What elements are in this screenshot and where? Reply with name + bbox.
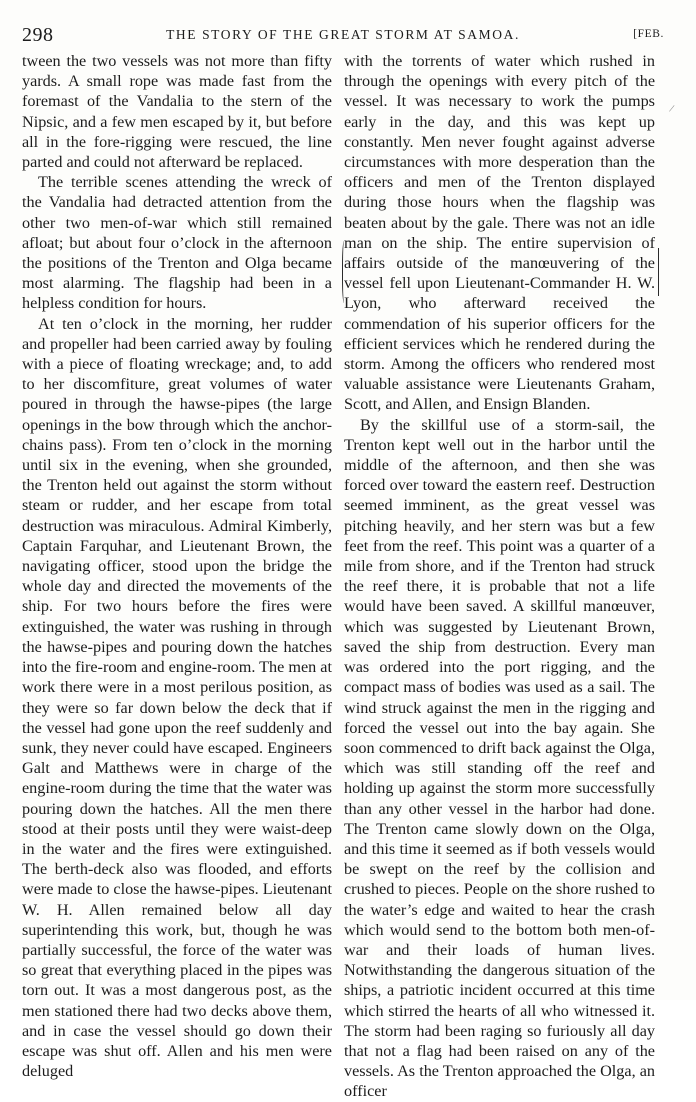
paragraph: tween the two vessels was not more than fifty yards. A small rope was made fast from the foremast of the Vandalia to the stern of the Nipsic, and a few men escaped by it, but before all in the fore-rigging were rescued, the line parted and could not afterward be replaced.	[22, 52, 332, 172]
paragraph: By the skillful use of a storm-sail, the Trenton kept well out in the harbor until the middle of the afternoon, and then she was forced over toward the eastern reef. Destruction seemed imminent, as the great vessel was pitching heavily, and her stern was but a few feet from the reef. This point was a quarter of a mile from shore, and if the Trenton had struck the reef there, it is probable that not a life would have been saved. A skillful manœuver, which was suggested by Lieutenant Brown, saved the ship from destruction. Every man was ordered into the port rigging, and the compact mass of bodies was used as a sail. The wind struck against the men in the rigging and forced the vessel out into the bay again. She soon commenced to drift back against the Olga, which was still standing off the reef and holding up against the storm more successfully than any other vessel in the harbor had done. The Trenton came slowly down on the Olga, and this time it seemed as if both vessels would be swept on the reef by the collision and crushed to pieces. People on the shore rushed to the water’s edge and waited to hear the crash which would send to the bottom both men-of-war and their loads of human lives. Notwithstanding the dangerous situation of the ships, a patriotic incident occurred at this time which stirred the hearts of all who witnessed it. The storm had been raging so furiously all day that not a flag had been raised on any of the vessels. As the Trenton approached the Olga, an officer	[344, 415, 655, 1101]
paragraph: At ten o’clock in the morning, her rudder and propeller had been carried away by fouling with a piece of floating wreckage; and, to add to her discomfiture, great volumes of water poured in through the hawse-pipes (the large openings in the bow through which the anchor-chains pass). From ten o’clock in the morning until six in the evening, when she grounded, the Trenton held out against the storm without steam or rudder, and her escape from total destruction was miraculous. Admiral Kimberly, Captain Farquhar, and Lieutenant Brown, the navigating officer, stood upon the bridge the whole day and directed the movements of the ship. For two hours before the fires were extinguished, the water was rushing in through the hawse-pipes and pouring down the hatches into the fire-room and engine-room. The men at work there were in a most perilous position, as they were so far down below the deck that if the vessel had gone upon the reef suddenly and sunk, they never could have escaped. Engineers Galt and Matthews were in charge of the engine-room during the time that the water was pouring down the hatches. All the men there stood at their posts until they were waist-deep in the water and the fires were extinguished. The berth-deck also was flooded, and efforts were made to close the hawse-pipes. Lieutenant W. H. Allen remained below all day superintending this work, but, though he was partially successful, the force of the water was so great that everything placed in the pipes was torn out. It was a most dangerous post, as the men stationed there had two decks above them, and in case the vessel should go down their escape was shut off. Allen and his men were deluged	[22, 314, 332, 1081]
right-column	[344, 51, 655, 1102]
pencil-mark-icon: /	[668, 102, 676, 116]
margin-bracket-right	[654, 248, 659, 296]
running-head	[22, 22, 664, 50]
paragraph: with the torrents of water which rushed in through the openings with every pitch of the vessel. It was necessary to work the pumps early in the day, and this was kept up constantly. Men never fought against adverse circumstances with more desperation than the officers and men of the Trenton displayed during those hours when the flagship was beaten about by the gale. There was not an idle man on the ship. The entire supervision of affairs outside of the manœuvering of the vessel fell upon Lieutenant-Commander H. W. Lyon, who afterward received the commendation of his superior officers for the efficient services which he rendered during the storm. Among the officers who rendered most valuable assistance were Lieutenants Graham, Scott, and Allen, and Ensign Blanden.	[344, 52, 655, 414]
margin-bracket-left	[342, 241, 347, 303]
page-number: 298	[22, 24, 54, 46]
header-title: THE STORY OF THE GREAT STORM AT SAMOA.	[166, 27, 520, 42]
header-month: [FEB.	[633, 28, 664, 40]
paragraph: The terrible scenes attending the wreck of the Vandalia had detracted attention from the other two men-of-war which still remained afloat; but about four o’clock in the afternoon the positions of the Trenton and Olga became most alarming. The flagship had been in a helpless condition for hours.	[22, 173, 332, 313]
left-column	[22, 51, 332, 1081]
